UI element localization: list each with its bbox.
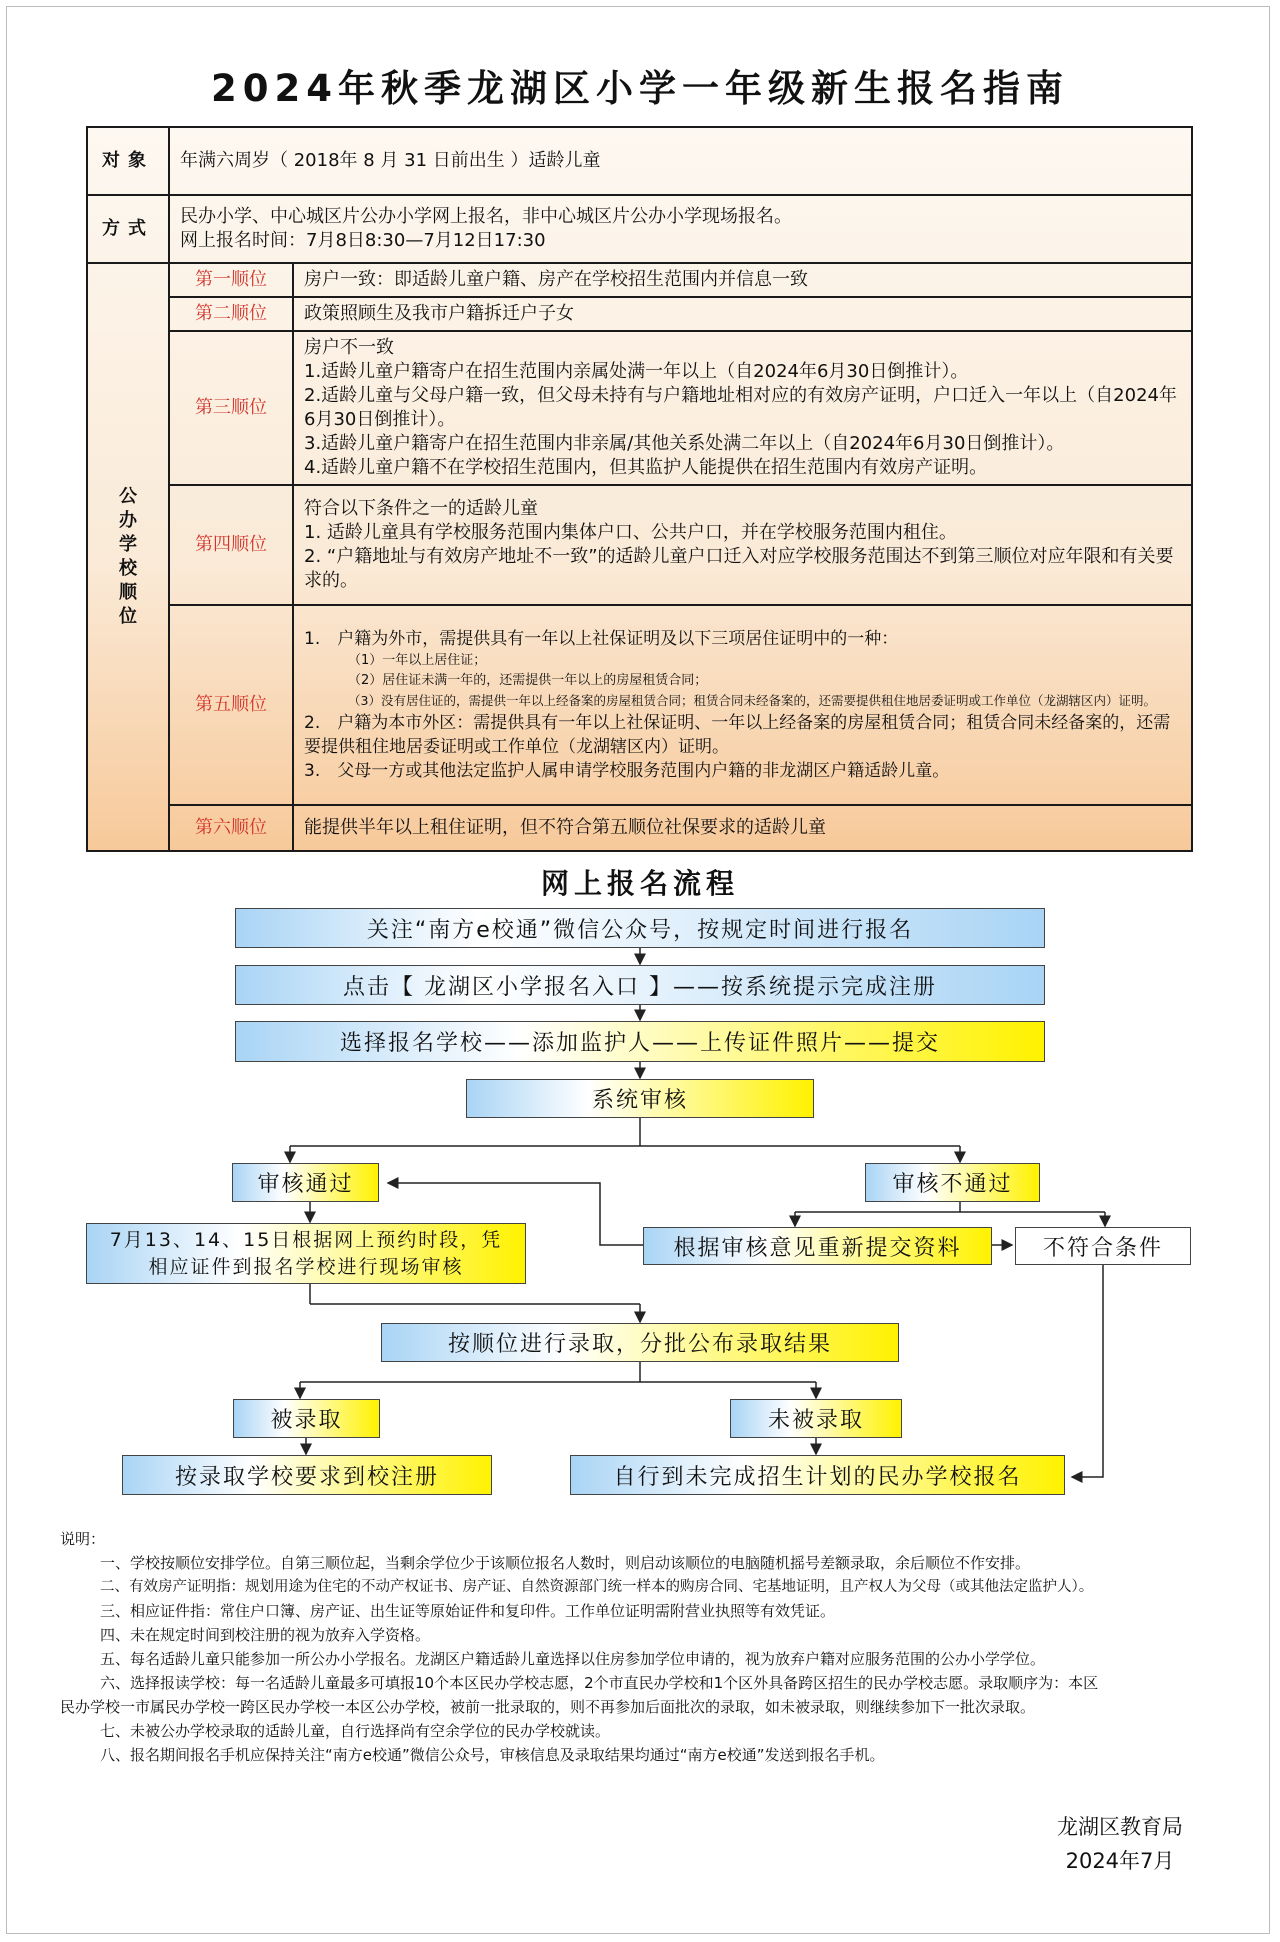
review-pass: 审核通过 [232,1163,379,1202]
admission-step: 按顺位进行录取，分批公布录取结果 [381,1323,899,1362]
page-title: 2024年秋季龙湖区小学一年级新生报名指南 [211,67,1069,110]
rank-text: 政策照顾生及我市户籍拆迁户子女 [293,297,1192,331]
issue-date: 2024年7月 [1065,1849,1175,1873]
note-item: 二、有效房产证明指：规划用途为住宅的不动产权证书、房产证、自然资源部门统一样本的购房合同、宅基地证明，且产权人为父母（或其他法定监护人）。 [100,1579,1094,1595]
method-label: 方式 [87,195,169,263]
rank-name: 第五顺位 [169,605,293,805]
school-order-label: 公 办 学 校 顺 位 [87,263,169,851]
note-item: 六、选择报读学校：每一名适龄儿童最多可填报10个本区民办学校志愿，2个市直民办学校和1个区外具备跨区招生的民办学校志愿。录取顺序为：本区 [100,1674,1099,1692]
rank-text: 能提供半年以上租住证明，但不符合第五顺位社保要求的适龄儿童 [293,805,1192,851]
note-item: 三、相应证件指：常住户口簿、房产证、出生证等原始证件和复印件。工作单位证明需附营业执照等有效凭证。 [100,1602,836,1620]
rank-name: 第四顺位 [169,485,293,605]
review-fail: 审核不通过 [865,1163,1040,1202]
step-system-review: 系统审核 [466,1079,814,1118]
note-item: 八、报名期间报名手机应保持关注“南方e校通”微信公众号，审核信息及录取结果均通过“南方e校通”发送到报名手机。 [100,1746,885,1764]
step-submit: 选择报名学校——添加监护人——上传证件照片——提交 [235,1021,1045,1062]
step-register: 点击【 龙湖区小学报名入口 】——按系统提示完成注册 [235,965,1045,1005]
rank-name: 第三顺位 [169,331,293,485]
not-admitted: 未被录取 [730,1399,902,1438]
rank-text: 1. 户籍为外市，需提供具有一年以上社保证明及以下三项居住证明中的一种： （1）一年以上居住证； （2）居住证未满一年的，还需提供一年以上的房屋租赁合同； （3）没有居住证的，需提供一年以上经备案的房屋租赁合同；租赁合同未经备案的，还需要提供租住地居委证明或工作单位（龙湖辖区内）证明。 2. 户籍为本市外区：需提供具有一年以上社保证明、一年以上经备案的房屋租赁合同；租赁合同未经备案的，还需要提供租住地居委证明或工作单位（龙湖辖区内）证明。 3. 父母一方或其他法定监护人属申请学校服务范围内户籍的非龙湖区户籍适龄儿童。 [293,605,1192,805]
register-at-school: 按录取学校要求到校注册 [122,1455,492,1495]
apply-private-school: 自行到未完成招生计划的民办学校报名 [570,1455,1065,1495]
note-item: 民办学校一市属民办学校一跨区民办学校一本区公办学校，被前一批录取的，则不再参加后面批次的录取，如未被录取，则继续参加下一批次录取。 [60,1698,1036,1716]
admitted: 被录取 [233,1399,380,1438]
step-follow-account: 关注“南方e校通”微信公众号，按规定时间进行报名 [235,908,1045,948]
ineligible: 不符合条件 [1015,1227,1191,1265]
rank-name: 第六顺位 [169,805,293,851]
rank-text: 符合以下条件之一的适龄儿童 1. 适龄儿童具有学校服务范围内集体户口、公共户口，并在学校服务范围内租住。 2. “户籍地址与有效房产地址不一致”的适龄儿童户口迁入对应学校服务范围达不到第三顺位对应年限和有关要求的。 [293,485,1192,605]
rank-text: 房户一致：即适龄儿童户籍、房产在学校招生范围内并信息一致 [293,263,1192,297]
target-text: 年满六周岁（ 2018年 8 月 31 日前出生 ）适龄儿童 [169,127,1192,195]
flow-title: 网上报名流程 [540,867,739,900]
method-line: 民办小学、中心城区片公办小学网上报名，非中心城区片公办小学现场报名。 [180,206,792,227]
note-item: 一、学校按顺位安排学位。自第三顺位起，当剩余学位少于该顺位报名人数时，则启动该顺位的电脑随机摇号差额录取，余后顺位不作安排。 [100,1554,1031,1572]
notes [60,1527,1240,1767]
rank-name: 第一顺位 [169,263,293,297]
note-item: 四、未在规定时间到校注册的视为放弃入学资格。 [100,1626,431,1644]
rank-name: 第二顺位 [169,297,293,331]
note-item: 七、未被公办学校录取的适龄儿童，自行选择尚有空余学位的民办学校就读。 [100,1722,611,1740]
issuing-org: 龙湖区教育局 [1057,1815,1183,1839]
signature-block [1030,1810,1210,1878]
method-line: 网上报名时间：7月8日8:30—7月12日17:30 [180,230,546,251]
resubmit-materials: 根据审核意见重新提交资料 [643,1227,992,1265]
onsite-review: 7月13、14、15日根据网上预约时段，凭相应证件到报名学校进行现场审核 [86,1223,526,1284]
target-label: 对象 [87,127,169,195]
notes-heading: 说明： [60,1530,106,1548]
note-item: 五、每名适龄儿童只能参加一所公办小学报名。龙湖区户籍适龄儿童选择以住房参加学位申请的，视为放弃户籍对应服务范围的公办小学学位。 [100,1650,1046,1668]
rank-text: 房户不一致 1.适龄儿童户籍寄户在招生范围内亲属处满一年以上（自2024年6月30日倒推计）。 2.适龄儿童与父母户籍一致，但父母未持有与户籍地址相对应的有效房产证明，户口迁入一年以上（自2024年6月30日倒推计）。 3.适龄儿童户籍寄户在招生范围内非亲属/其他关系处满二年以上（自2024年6月30日倒推计）。 4.适龄儿童户籍不在学校招生范围内，但其监护人能提供在招生范围内有效房产证明。 [293,331,1192,485]
